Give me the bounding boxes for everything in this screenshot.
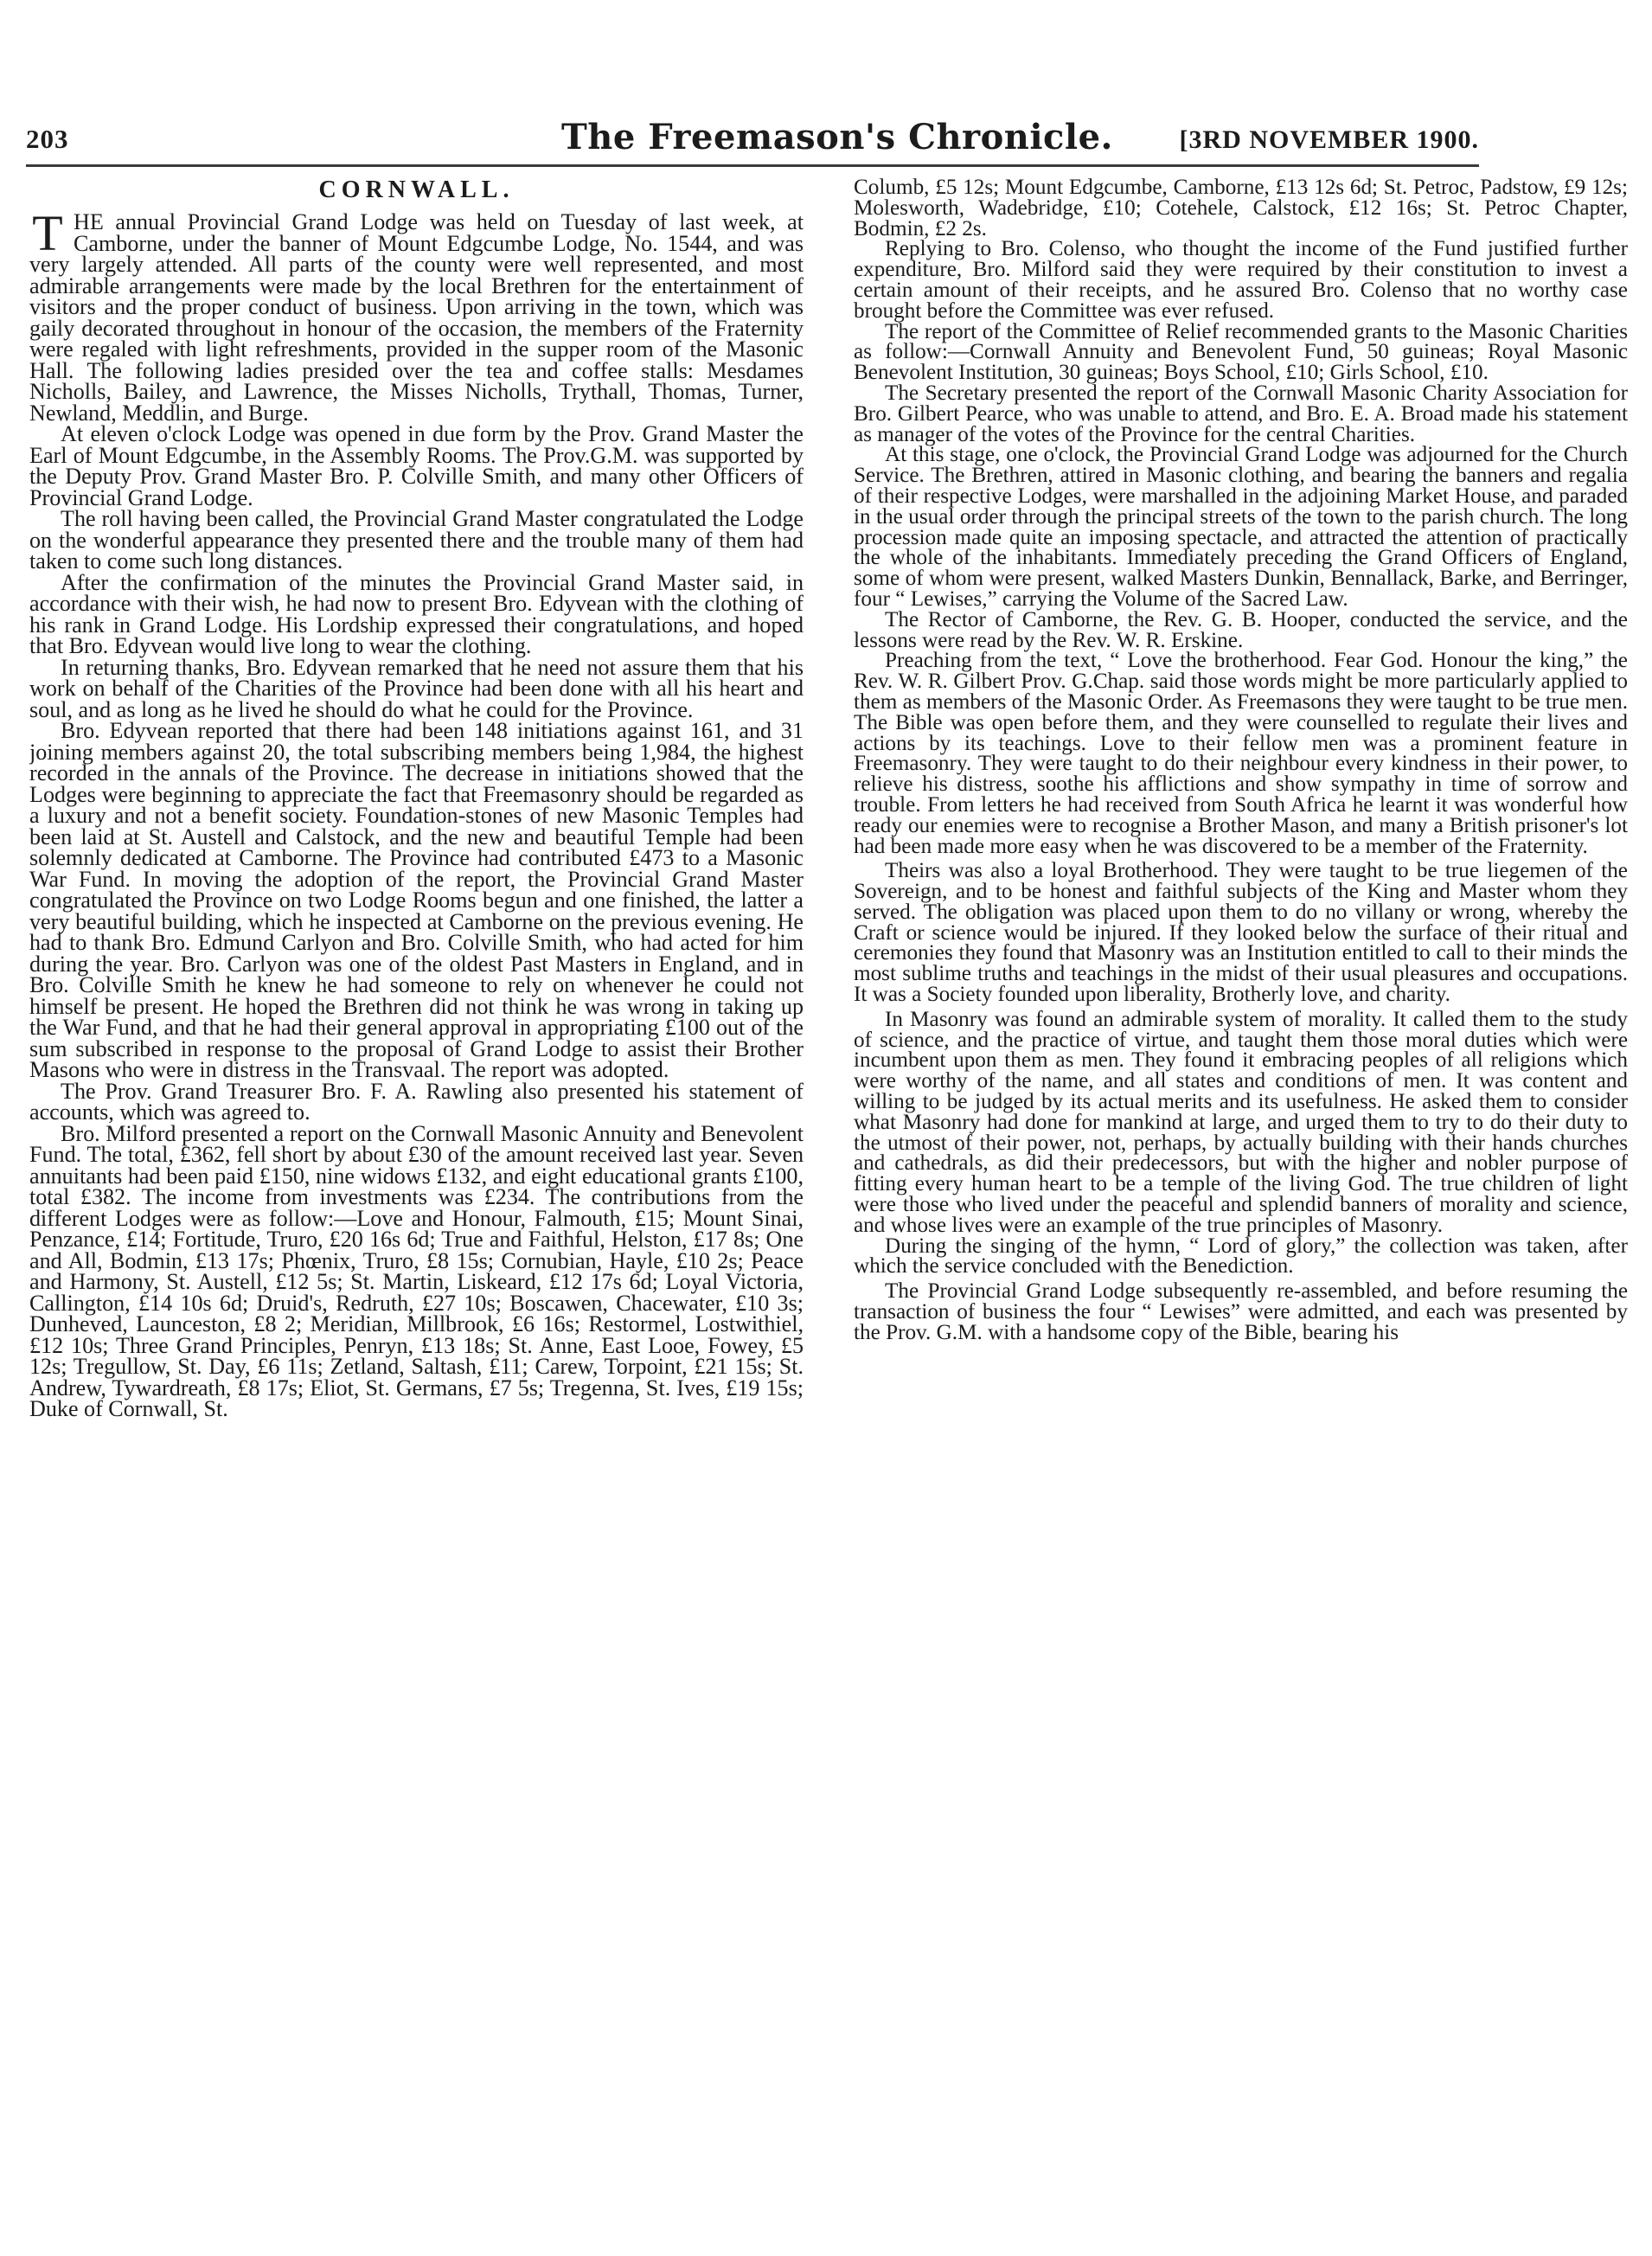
article-paragraph: In returning thanks, Bro. Edyvean remarked that he need not assure them that his work on behalf of the Charities of the Province had been done with all his heart and soul, and as long as he lived he should do what he could for the Province. [29, 654, 804, 722]
page-number: 203 [26, 124, 69, 154]
drop-cap: T [32, 205, 63, 261]
article-paragraph: The report of the Committee of Relief recommended grants to the Masonic Charities as follow:—Cornwall Annuity and Benevolent Fund, 50 guineas; Royal Masonic Benevolent Institution, 30 guineas; Boys School, £10; Girls School, £10. [854, 319, 1628, 385]
article-paragraph: After the confirmation of the minutes the Provincial Grand Master said, in accordance with their wish, he had now to present Bro. Edyvean with the clothing of his rank in Grand Lodge. His Lordship expressed their congratulations, and hoped that Bro. Edyvean would live long to wear the clothing. [29, 569, 804, 658]
article-heading: CORNWALL. [318, 177, 515, 203]
article-paragraph: At eleven o'clock Lodge was opened in due form by the Prov. Grand Master the Earl of Mount Edgcumbe, in the Assembly Rooms. The Prov.G.M. was supported by the Deputy Prov. Grand Master Bro. P. Colville Smith, and many other Officers of Provincial Grand Lodge. [29, 421, 804, 510]
issue-date: [3RD NOVEMBER 1900. [1179, 125, 1479, 154]
page-header [26, 117, 1479, 169]
article-paragraph [29, 205, 804, 426]
article-paragraph: The Provincial Grand Lodge subsequently re-assembled, and before resuming the transaction of business the four “ Lewises” were admitted, and each was presented by the Prov. G.M. with a handsome copy of the Bible, bearing his [854, 1279, 1628, 1344]
right-column [854, 177, 1628, 2240]
article-paragraph: Columb, £5 12s; Mount Edgcumbe, Camborne, £13 12s 6d; St. Petroc, Padstow, £9 12s; Molesworth, Wadebridge, £10; Cotehele, Calstock, £12 16s; St. Petroc Chapter, Bodmin, £2 2s. [854, 177, 1628, 240]
paragraph-text: HE annual Provincial Grand Lodge was held on Tuesday of last week, at Camborne, under the banner of Mount Edgcumbe Lodge, No. 1544, and was very largely attended. All parts of the county were well represented, and most admirable arrangements were made by the local Brethren for the entertainment of visitors and the proper conduct of business. Upon arriving in the town, which was gaily decorated throughout in honour of the occasion, the members of the Fraternity were regaled with light refreshments, provided in the supper room of the Masonic Hall. The following ladies presided over the tea and coffee stalls: Mesdames Nicholls, Bailey, and Lawrence, the Misses Nicholls, Trythall, Thomas, Turner, Newland, Meddlin, and Burge. [29, 209, 804, 426]
masthead-title: The Freemason's Chronicle. [561, 117, 1113, 157]
article-paragraph: During the singing of the hymn, “ Lord of glory,” the collection was taken, after which the service concluded with the Benediction. [854, 1234, 1628, 1279]
article-paragraph: The roll having been called, the Provincial Grand Master congratulated the Lodge on the wonderful appearance they presented there and the trouble many of them had taken to come such long distances. [29, 506, 804, 574]
article-paragraph: The Rector of Camborne, the Rev. G. B. Hooper, conducted the service, and the lessons were read by the Rev. W. R. Erskine. [854, 607, 1628, 652]
article-paragraph: Bro. Edyvean reported that there had been 148 initiations against 161, and 31 joining members against 20, the total subscribing members being 1,984, the highest recorded in the annals of the Province. The decrease in initiations showed that the Lodges were beginning to appreciate the fact that Freemasonry should be regarded as a luxury and not a benefit society. Foundation-stones of new Masonic Temples had been laid at St. Austell and Calstock, and the new and beautiful Temple had been solemnly dedicated at Camborne. The Province had contributed £473 to a Masonic War Fund. In moving the adoption of the report, the Provincial Grand Master congratulated the Province on two Lodge Rooms begun and one finished, the latter a very beautiful building, which he inspected at Camborne on the previous evening. He had to thank Bro. Edmund Carlyon and Bro. Colville Smith, who had acted for him during the year. Bro. Carlyon was one of the oldest Past Masters in England, and in Bro. Colville Smith he knew he had someone to rely on whenever he could not himself be present. He hoped the Brethren did not think he was wrong in taking up the War Fund, and that he had their general approval in appropriating £100 out of the sum subscribed in response to the proposal of Grand Lodge to assist their Brother Masons who were in distress in the Transvaal. The report was adopted. [29, 718, 804, 1082]
article-paragraph: The Prov. Grand Treasurer Bro. F. A. Rawling also presented his statement of accounts, which was agreed to. [29, 1078, 804, 1125]
header-rule [26, 164, 1479, 167]
article-paragraph: Theirs was also a loyal Brotherhood. They were taught to be true liegemen of the Sovereign, and to be honest and faithful subjects of the King and Master whom they served. The obligation was placed upon them to do no villany or wrong, whereby the Craft or science would be injured. If they looked below the surface of their ritual and ceremonies they found that Masonry was an Institution entitled to call to their minds the most sublime truths and teachings in the midst of their usual pleasures and occupations. It was a Society founded upon liberality, Brotherly love, and charity. [854, 859, 1628, 1007]
article-paragraph: Preaching from the text, “ Love the brotherhood. Fear God. Honour the king,” the Rev. W. R. Gilbert Prov. G.Chap. said those words might be more particularly applied to them as members of the Masonic Order. As Freemasons they were taught to be true men. The Bible was open before them, and they were counselled to regulate their lives and actions by its teachings. Love to their fellow men was a prominent feature in Freemasonry. They were taught to do their neighbour every kindness in their power, to relieve his distress, soothe his afflictions and show sympathy in time of sorrow and trouble. From letters he had received from South Africa he learnt it was wonderful how ready our enemies were to recognise a Brother Mason, and many a British prisoner's lot had been made more easy when he was discovered to be a member of the Fraternity. [854, 649, 1628, 858]
left-column [29, 177, 804, 2240]
article-paragraph: At this stage, one o'clock, the Provincial Grand Lodge was adjourned for the Church Service. The Brethren, attired in Masonic clothing, and bearing the banners and regalia of their respective Lodges, were marshalled in the adjoining Market House, and paraded in the usual order through the principal streets of the town to the parish church. The long procession made quite an imposing spectacle, and attracted the attention of practically the whole of the inhabitants. Immediately preceding the Grand Officers of England, some of whom were present, walked Masters Dunkin, Bennallack, Barke, and Berringer, four “ Lewises,” carrying the Volume of the Sacred Law. [854, 443, 1628, 611]
article-paragraph: In Masonry was found an admirable system of morality. It called them to the study of science, and the practice of virtue, and taught them those moral duties which were incumbent upon them as men. They found it embracing peoples of all religions which were worthy of the name, and all states and conditions of men. It was content and willing to be judged by its actual merits and its usefulness. He asked them to consider what Masonry had done for mankind at large, and urged them to try to do their duty to the utmost of their power, not, perhaps, by actually building with their hands churches and cathedrals, as did their predecessors, but with the higher and nobler purpose of fitting every human heart to be a temple of the living God. The true children of light were those who lived under the peaceful and splendid banners of morality and science, and whose lives were an example of the true principles of Masonry. [854, 1007, 1628, 1237]
article-paragraph: Replying to Bro. Colenso, who thought the income of the Fund justified further expenditure, Bro. Milford said they were required by their constitution to invest a certain amount of their receipts, and he assured Bro. Colenso that no worthy case brought before the Committee was ever refused. [854, 237, 1628, 323]
article-paragraph: Bro. Milford presented a report on the Cornwall Masonic Annuity and Benevolent Fund. The total, £362, fell short by about £30 of the amount received last year. Seven annuitants had been paid £150, nine widows £132, and eight educational grants £100, total £382. The income from investments was £234. The contributions from the different Lodges were as follow:—Love and Honour, Falmouth, £15; Mount Sinai, Penzance, £14; Fortitude, Truro, £20 16s 6d; True and Faithful, Helston, £17 8s; One and All, Bodmin, £13 17s; Phœnix, Truro, £8 15s; Cornubian, Hayle, £10 2s; Peace and Harmony, St. Austell, £12 5s; St. Martin, Liskeard, £12 17s 6d; Loyal Victoria, Callington, £14 10s 6d; Druid's, Redruth, £27 10s; Boscawen, Chacewater, £10 3s; Dunheved, Launceston, £8 2; Meridian, Millbrook, £6 16s; Restormel, Lostwithiel, £12 10s; Three Grand Principles, Penryn, £13 18s; St. Anne, East Looe, Fowey, £5 12s; Tregullow, St. Day, £6 11s; Zetland, Saltash, £11; Carew, Torpoint, £21 15s; St. Andrew, Tywardreath, £8 17s; Eliot, St. Germans, £7 5s; Tregenna, St. Ives, £19 15s; Duke of Cornwall, St. [29, 1120, 804, 1421]
article-paragraph: The Secretary presented the report of the Cornwall Masonic Charity Association for Bro. Gilbert Pearce, who was unable to attend, and Bro. E. A. Broad made his statement as manager of the votes of the Province for the central Charities. [854, 381, 1628, 446]
